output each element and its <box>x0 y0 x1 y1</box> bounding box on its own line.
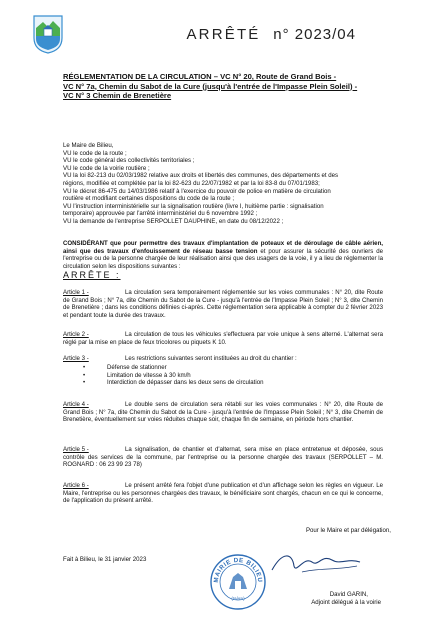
vu-line: régions, modifiée et complétée par la loi 82-623 du 22/07/1982 et par la loi 83-8 du 07/01/1983; <box>63 179 320 187</box>
article-1 <box>63 289 383 321</box>
document-title <box>0 26 426 43</box>
vu-line: VU l'instruction interministérielle sur la signalisation routière (livre I, huitième partie : signalisation <box>63 202 324 210</box>
vu-line: VU le décret 86-475 du 14/03/1986 relatif à l'exercice du pouvoir de police en matière de circulation <box>63 187 331 195</box>
vu-line: VU la loi 82-213 du 02/03/1982 relative aux droits et libertés des communes, des départements et des <box>63 172 339 180</box>
subject-line-3: VC N° 3 Chemin de Brenetière <box>63 91 172 101</box>
mairie-seal-stamp <box>209 553 267 611</box>
article-text <box>63 289 383 319</box>
title-word: ARRÊTÉ <box>186 26 261 43</box>
article-body: Les restrictions suivantes seront instituées au droit du chantier : <box>125 355 297 362</box>
article-text <box>63 331 383 346</box>
article-body: La circulation sera temporairement réglementée sur les voies communales : N° 20, dite Route de Grand Bois ; N° 7a, dite Chemin du Sabot de la Cure - jusqu'à l'entrée de l'Impasse Plein Soleil ; N° 3, dite Chemin de Brenetière ; dans les conditions définies ci-après. Cette réglementation sera applicable à compter du 2 février 2023 et pendant toute la durée des travaux. <box>63 289 383 319</box>
article-body: Le présent arrêté fera l'objet d'une publication et d'un affichage selon les règles en vigueur. Le Maire, l'entreprise ou les personnes chargées des travaux, le bénéficiaire sont chargés, chacun en ce qui le concerne, de l'application du présent arrêté. <box>63 482 383 505</box>
preamble <box>63 142 383 226</box>
article-label: Article 3 - <box>63 355 89 362</box>
list-item: • Limitation de vitesse à 30 km/h <box>83 372 264 380</box>
delegation-line: Pour le Maire et par délégation, <box>305 527 391 534</box>
title-number: n° 2023/04 <box>273 26 356 43</box>
vu-line: VU le code général des collectivités territoriales ; <box>63 157 195 165</box>
vu-line: VU le code de la route ; <box>63 149 127 157</box>
document-subject <box>63 72 373 101</box>
article-body: La circulation de tous les véhicules s'effectuera par voie unique à sens alterné. L'alternat sera réglé par la mise en place de feux tricolores ou piquets K 10. <box>63 331 383 346</box>
considerant-lead: CONSIDÉRANT que pour permettre des travaux d'implantation de poteaux et de déroulage de câble aérien, ainsi que des travaux d'enfouissement de réseau basse tension <box>63 240 383 255</box>
article-6 <box>63 482 383 506</box>
subject-line-1: RÉGLEMENTATION DE LA CIRCULATION – VC N° 20, Route de Grand Bois - <box>63 72 337 81</box>
considerant-rest: et pour assurer la sécurité des ouvriers de l'entreprise ou de la personne chargée de leur réalisation ainsi que des usagers de la voie, il y a lieu de réglementer la circulation selon les dispositions suivantes : <box>63 247 384 270</box>
arrete-heading: ARRÊTE : <box>63 270 121 280</box>
list-item: • Interdiction de dépasser dans les deux sens de circulation <box>83 379 264 387</box>
article-label: Article 5 - <box>63 446 89 453</box>
article-text <box>63 401 383 424</box>
place-date: Fait à Bilieu, le 31 janvier 2023 <box>63 556 147 563</box>
vu-line: VU la demande de l'entreprise SERPOLLET DAUPHINE, en date du 08/12/2022 ; <box>63 217 284 225</box>
article-body: La signalisation, de chantier et d'alternat, sera mise en place entretenue et déposée, sous contrôle des services de la commune, par l'entreprise ou la personne chargée des travaux (SERPOLLET – M. ROGNARD : 06 23 99 23 78) <box>63 446 383 469</box>
article-text <box>63 446 383 469</box>
article-label: Article 2 - <box>63 331 89 338</box>
vu-line: routière et modifiant certaines dispositions du code de la route ; <box>63 195 235 203</box>
article-4 <box>63 401 383 433</box>
considerant-paragraph <box>63 240 383 270</box>
article-5 <box>63 446 383 470</box>
list-item: • Défense de stationner <box>83 364 264 372</box>
article-text <box>63 482 383 505</box>
signatory-name: David GARIN, <box>329 591 368 598</box>
seal-subtext: (Isère) <box>231 596 245 601</box>
article-label: Article 1 - <box>63 289 89 296</box>
subject-line-2: VC N° 7a, Chemin du Sabot de la Cure (jusqu'à l'entrée de l'Impasse Plein Soleil) - <box>63 81 358 91</box>
article-label: Article 4 - <box>63 401 89 408</box>
vu-line: VU le code de la voirie routière ; <box>63 164 150 172</box>
mayor-line: Le Maire de Bilieu, <box>63 142 114 149</box>
seal-text: MAIRIE DE BILIEU <box>212 556 264 583</box>
signatory-role: Adjoint délégué à la voirie <box>311 599 381 606</box>
handwritten-signature <box>262 548 372 578</box>
article-label: Article 6 - <box>63 482 89 489</box>
article-body: Le double sens de circulation sera rétabli sur les voies communales : N° 20, dite Route de Grand Bois ; N° 7a, dite Chemin du Sabot de la Cure - jusqu'à l'entrée de l'Impasse Plein Soleil ; N° 3, dite Chemin de Brenetière, éventuellement sur voies réduites chaque soir, chaque fin de semaine, en période hors chantier. <box>63 401 383 424</box>
restrictions-list <box>83 364 264 387</box>
article-2 <box>63 331 383 347</box>
vu-line: temporaire) approuvée par l'arrêté interministériel du 6 novembre 1992 ; <box>63 210 258 218</box>
